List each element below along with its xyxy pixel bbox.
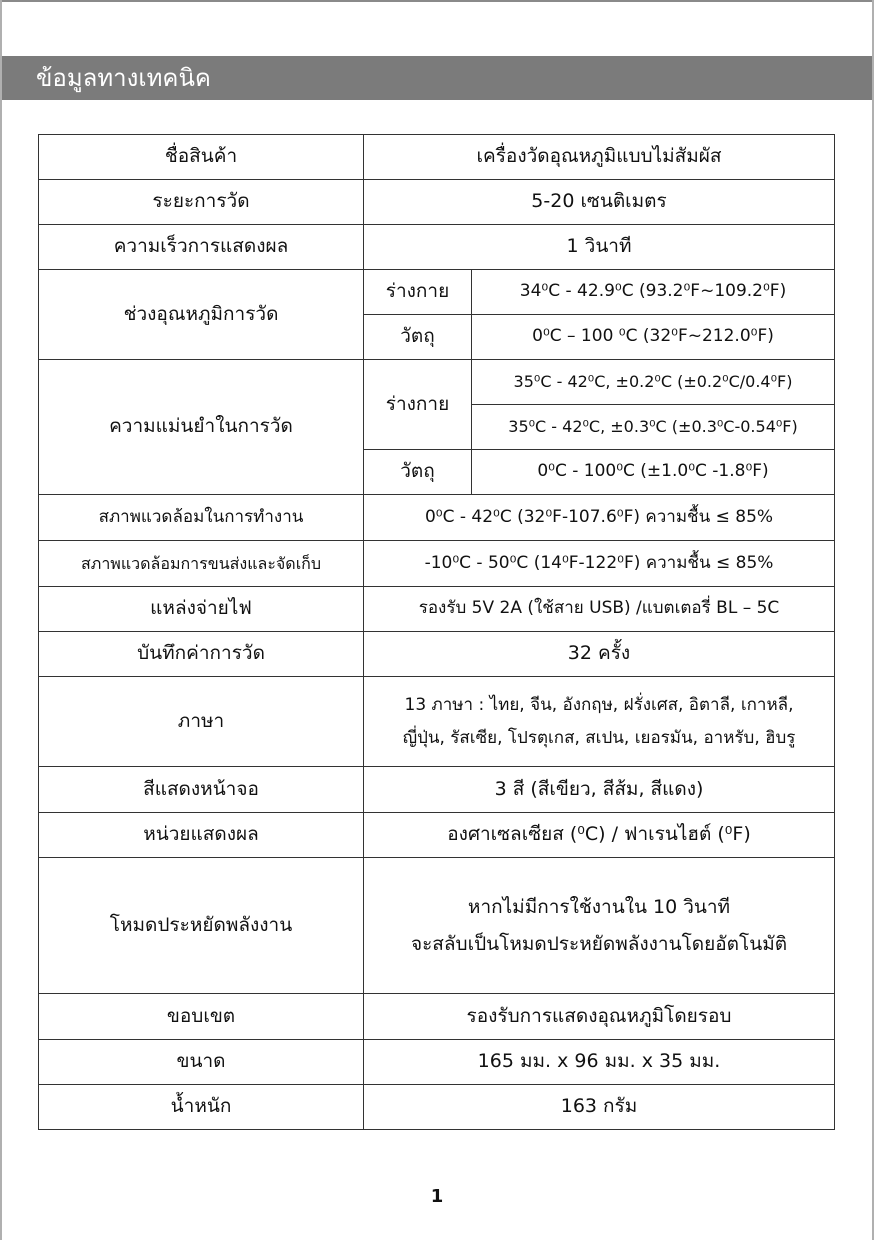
spec-value: 35⁰C - 42⁰C, ±0.3⁰C (±0.3⁰C-0.54⁰F) <box>472 405 835 450</box>
spec-label: แหล่งจ่ายไฟ <box>39 587 364 632</box>
spec-label: บันทึกค่าการวัด <box>39 632 364 677</box>
spec-table <box>38 134 835 1130</box>
page-border-left <box>0 0 2 1240</box>
spec-value: 1 วินาที <box>364 225 835 270</box>
section-header <box>2 56 872 100</box>
spec-value: 0⁰C - 100⁰C (±1.0⁰C -1.8⁰F) <box>472 450 835 495</box>
spec-sublabel: วัตถุ <box>364 450 472 495</box>
spec-row-product-name <box>39 135 835 180</box>
spec-value: 34⁰C - 42.9⁰C (93.2⁰F~109.2⁰F) <box>472 270 835 315</box>
spec-row-display-color <box>39 767 835 813</box>
spec-label: ขอบเขต <box>39 994 364 1040</box>
spec-row-range <box>39 180 835 225</box>
spec-row-operating-env <box>39 495 835 541</box>
spec-label: สภาพแวดล้อมการขนส่งและจัดเก็บ <box>39 541 364 587</box>
spec-value: 0⁰C – 100 ⁰C (32⁰F~212.0⁰F) <box>472 315 835 360</box>
spec-value: รองรับการแสดงอุณหภูมิโดยรอบ <box>364 994 835 1040</box>
spec-label: น้ำหนัก <box>39 1085 364 1130</box>
power-saving-line-1: หากไม่มีการใช้งานใน 10 วินาที <box>467 896 731 919</box>
spec-label: ภาษา <box>39 677 364 767</box>
spec-value: 165 มม. x 96 มม. x 35 มม. <box>364 1040 835 1085</box>
spec-row-storage-env <box>39 541 835 587</box>
spec-row-scope <box>39 994 835 1040</box>
power-saving-line-2: จะสลับเป็นโหมดประหยัดพลังงานโดยอัตโนมัติ <box>410 932 788 955</box>
spec-sublabel: ร่างกาย <box>364 270 472 315</box>
spec-row-unit <box>39 813 835 858</box>
language-line-2: ญี่ปุ่น, รัสเซีย, โปรตุเกส, สเปน, เยอรมัน, อาหรับ, ฮิบรู <box>402 727 796 748</box>
spec-label: ความแม่นยำในการวัด <box>39 360 364 495</box>
spec-label: ชื่อสินค้า <box>39 135 364 180</box>
spec-sublabel: ร่างกาย <box>364 360 472 450</box>
spec-value: 0⁰C - 42⁰C (32⁰F-107.6⁰F) ความชื้น ≤ 85% <box>364 495 835 541</box>
spec-label: โหมดประหยัดพลังงาน <box>39 858 364 994</box>
spec-label: หน่วยแสดงผล <box>39 813 364 858</box>
spec-row-temp-range-body <box>39 270 835 315</box>
spec-value: 32 ครั้ง <box>364 632 835 677</box>
section-title: ข้อมูลทางเทคนิค <box>36 64 211 92</box>
spec-value <box>364 858 835 994</box>
spec-value: -10⁰C - 50⁰C (14⁰F-122⁰F) ความชื้น ≤ 85% <box>364 541 835 587</box>
spec-value: 163 กรัม <box>364 1085 835 1130</box>
spec-label: ขนาด <box>39 1040 364 1085</box>
spec-value: 3 สี (สีเขียว, สีส้ม, สีแดง) <box>364 767 835 813</box>
spec-row-response <box>39 225 835 270</box>
spec-row-language <box>39 677 835 767</box>
spec-label: สภาพแวดล้อมในการทำงาน <box>39 495 364 541</box>
spec-label: ระยะการวัด <box>39 180 364 225</box>
page-border-top <box>0 0 874 2</box>
spec-row-weight <box>39 1085 835 1130</box>
spec-row-memory <box>39 632 835 677</box>
spec-label: ช่วงอุณหภูมิการวัด <box>39 270 364 360</box>
spec-value: องศาเซลเซียส (⁰C) / ฟาเรนไฮต์ (⁰F) <box>364 813 835 858</box>
spec-value: 5-20 เซนติเมตร <box>364 180 835 225</box>
spec-label: ความเร็วการแสดงผล <box>39 225 364 270</box>
spec-value <box>364 677 835 767</box>
spec-row-accuracy-body-1 <box>39 360 835 405</box>
spec-value: 35⁰C - 42⁰C, ±0.2⁰C (±0.2⁰C/0.4⁰F) <box>472 360 835 405</box>
spec-value: รองรับ 5V 2A (ใช้สาย USB) /แบตเตอรี่ BL – 5C <box>364 587 835 632</box>
language-line-1: 13 ภาษา : ไทย, จีน, อังกฤษ, ฝรั่งเศส, อิตาลี, เกาหลี, <box>404 695 794 716</box>
spec-row-size <box>39 1040 835 1085</box>
spec-row-power-saving <box>39 858 835 994</box>
spec-sublabel: วัตถุ <box>364 315 472 360</box>
spec-row-power <box>39 587 835 632</box>
spec-label: สีแสดงหน้าจอ <box>39 767 364 813</box>
page-number: 1 <box>430 1186 444 1207</box>
spec-value: เครื่องวัดอุณหภูมิแบบไม่สัมผัส <box>364 135 835 180</box>
